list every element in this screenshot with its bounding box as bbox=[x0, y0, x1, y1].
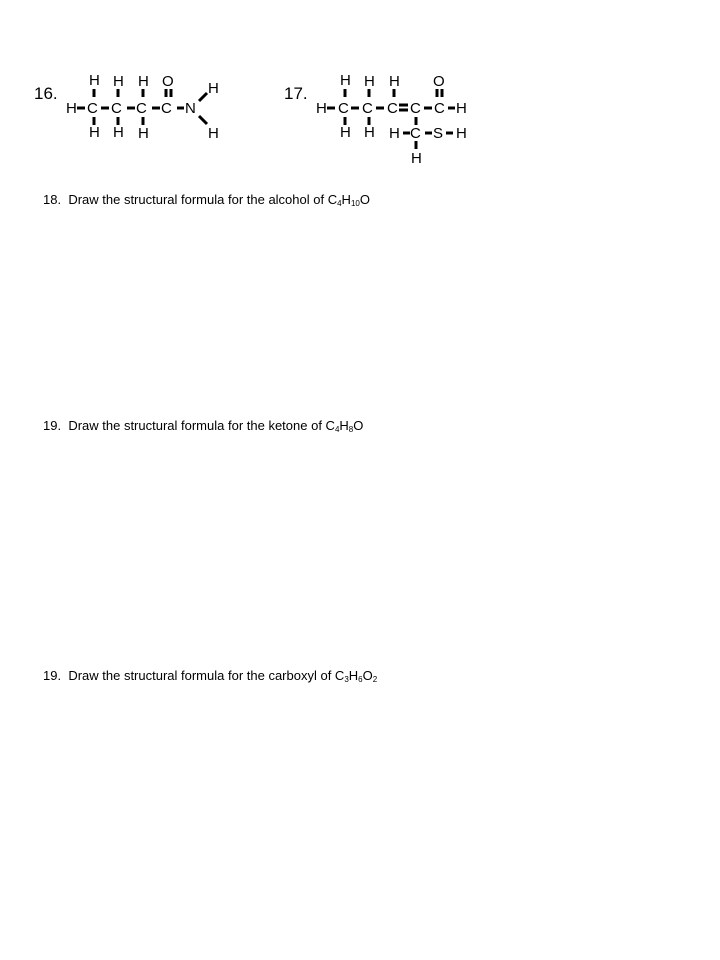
atom-c: C bbox=[410, 100, 421, 117]
question-number: 19. bbox=[43, 668, 62, 683]
atom-h: H bbox=[138, 73, 149, 90]
atom-h: H bbox=[316, 100, 327, 117]
atom-o: O bbox=[162, 73, 174, 90]
atom-n: N bbox=[185, 100, 196, 117]
atom-s: S bbox=[433, 125, 444, 142]
question-18 bbox=[43, 192, 370, 208]
atom-h: H bbox=[89, 72, 100, 89]
question-19-carboxyl bbox=[43, 668, 377, 684]
chemical-formula: $C_4H_{10}O$ bbox=[327, 192, 370, 208]
atom-c: C bbox=[111, 100, 122, 117]
chemical-formula: $C_4H_8O$ bbox=[325, 418, 364, 434]
atom-c: C bbox=[161, 100, 172, 117]
question-text: Draw the structural formula for the carboxyl of bbox=[68, 668, 335, 683]
atom-h: H bbox=[456, 125, 467, 142]
question-text: Draw the structural formula for the alcohol of bbox=[68, 192, 328, 207]
atom-h: H bbox=[89, 124, 100, 141]
formula-16-atoms bbox=[66, 72, 219, 142]
question-number: 18. bbox=[43, 192, 62, 207]
atom-h: H bbox=[389, 73, 400, 90]
atom-o: O bbox=[433, 73, 445, 90]
atom-h: H bbox=[138, 125, 149, 142]
atom-h: H bbox=[364, 73, 375, 90]
atom-h: H bbox=[208, 125, 219, 142]
question-text: Draw the structural formula for the ketone of bbox=[68, 418, 326, 433]
atom-c: C bbox=[434, 100, 445, 117]
atom-c: C bbox=[338, 100, 349, 117]
atom-c: C bbox=[410, 125, 421, 142]
problem-16-number: 16. bbox=[34, 84, 58, 103]
formula-17-atoms bbox=[316, 72, 467, 167]
atom-h: H bbox=[364, 124, 375, 141]
structural-formulas bbox=[0, 0, 720, 180]
atom-h: H bbox=[456, 100, 467, 117]
atom-c: C bbox=[87, 100, 98, 117]
atom-h: H bbox=[340, 72, 351, 89]
atom-h: H bbox=[208, 80, 219, 97]
atom-c: C bbox=[387, 100, 398, 117]
atom-c: C bbox=[136, 100, 147, 117]
atom-h: H bbox=[340, 124, 351, 141]
question-19-ketone bbox=[43, 418, 363, 434]
atom-h: H bbox=[113, 73, 124, 90]
atom-h: H bbox=[389, 125, 400, 142]
atom-h: H bbox=[113, 124, 124, 141]
atom-h: H bbox=[66, 100, 77, 117]
atom-c: C bbox=[362, 100, 373, 117]
problem-17-number: 17. bbox=[284, 84, 308, 103]
question-number: 19. bbox=[43, 418, 62, 433]
chemical-formula: $C_3H_6O_2$ bbox=[334, 668, 378, 684]
atom-h: H bbox=[411, 150, 422, 167]
